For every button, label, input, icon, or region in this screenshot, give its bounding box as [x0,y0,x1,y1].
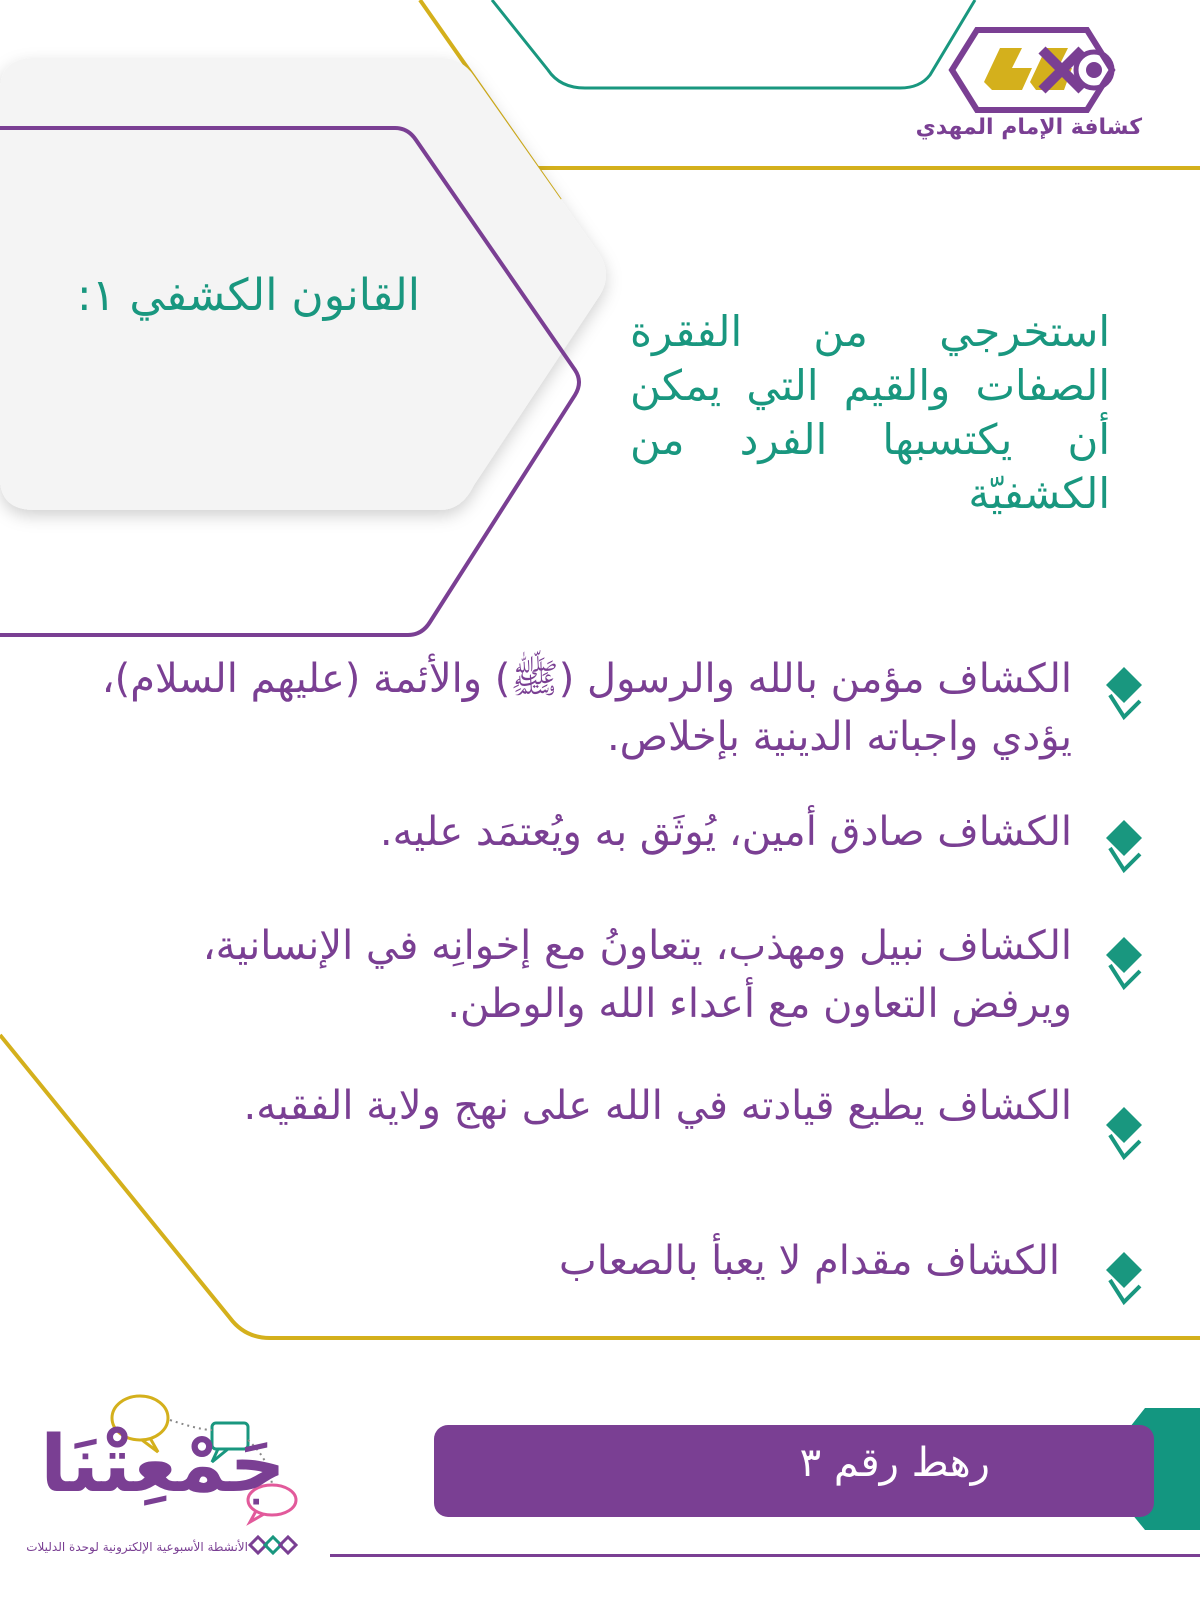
diamond-bullet-icon [1102,818,1146,874]
rule-item-1: الكشاف مؤمن بالله والرسول (ﷺ) والأئمة (عليهم السلام)، يؤدي واجباته الدينية بإخلاص. [101,656,1072,760]
brand-name: جَمْعِتْنَا [40,1420,286,1510]
rule-item-3: الكشاف نبيل ومهذب، يتعاونُ مع إخوانِه في الإنسانية، ويرفض التعاون مع أعداء الله والوطن. [202,923,1072,1027]
rule-item-2: الكشاف صادق أمين، يُوثَق به ويُعتمَد عليه. [379,809,1072,855]
rule-item-4: الكشاف يطيع قيادته في الله على نهج ولاية الفقيه. [243,1083,1072,1129]
diamond-bullet-icon [1102,1105,1146,1161]
diamond-bullet-icon [1102,1250,1146,1306]
group-label: رهط رقم ٣ [799,1440,990,1486]
card-title: القانون الكشفي ١: [76,270,420,321]
diamond-bullet-icon [1102,665,1146,721]
footer-divider [330,1554,1200,1557]
rule-item-5: الكشاف مقدام لا يعبأ بالصعاب [559,1238,1060,1284]
diamond-bullet-icon [1102,935,1146,991]
brand-tagline: الأنشطة الأسبوعية الإلكترونية لوحدة الدليلات [26,1540,248,1554]
organization-name: كشافة الإمام المهدي [915,115,1142,140]
instruction-text: استخرجي من الفقرة الصفات والقيم التي يمكن أن يكتسبها الفرد من الكشفيّة [630,307,1110,518]
